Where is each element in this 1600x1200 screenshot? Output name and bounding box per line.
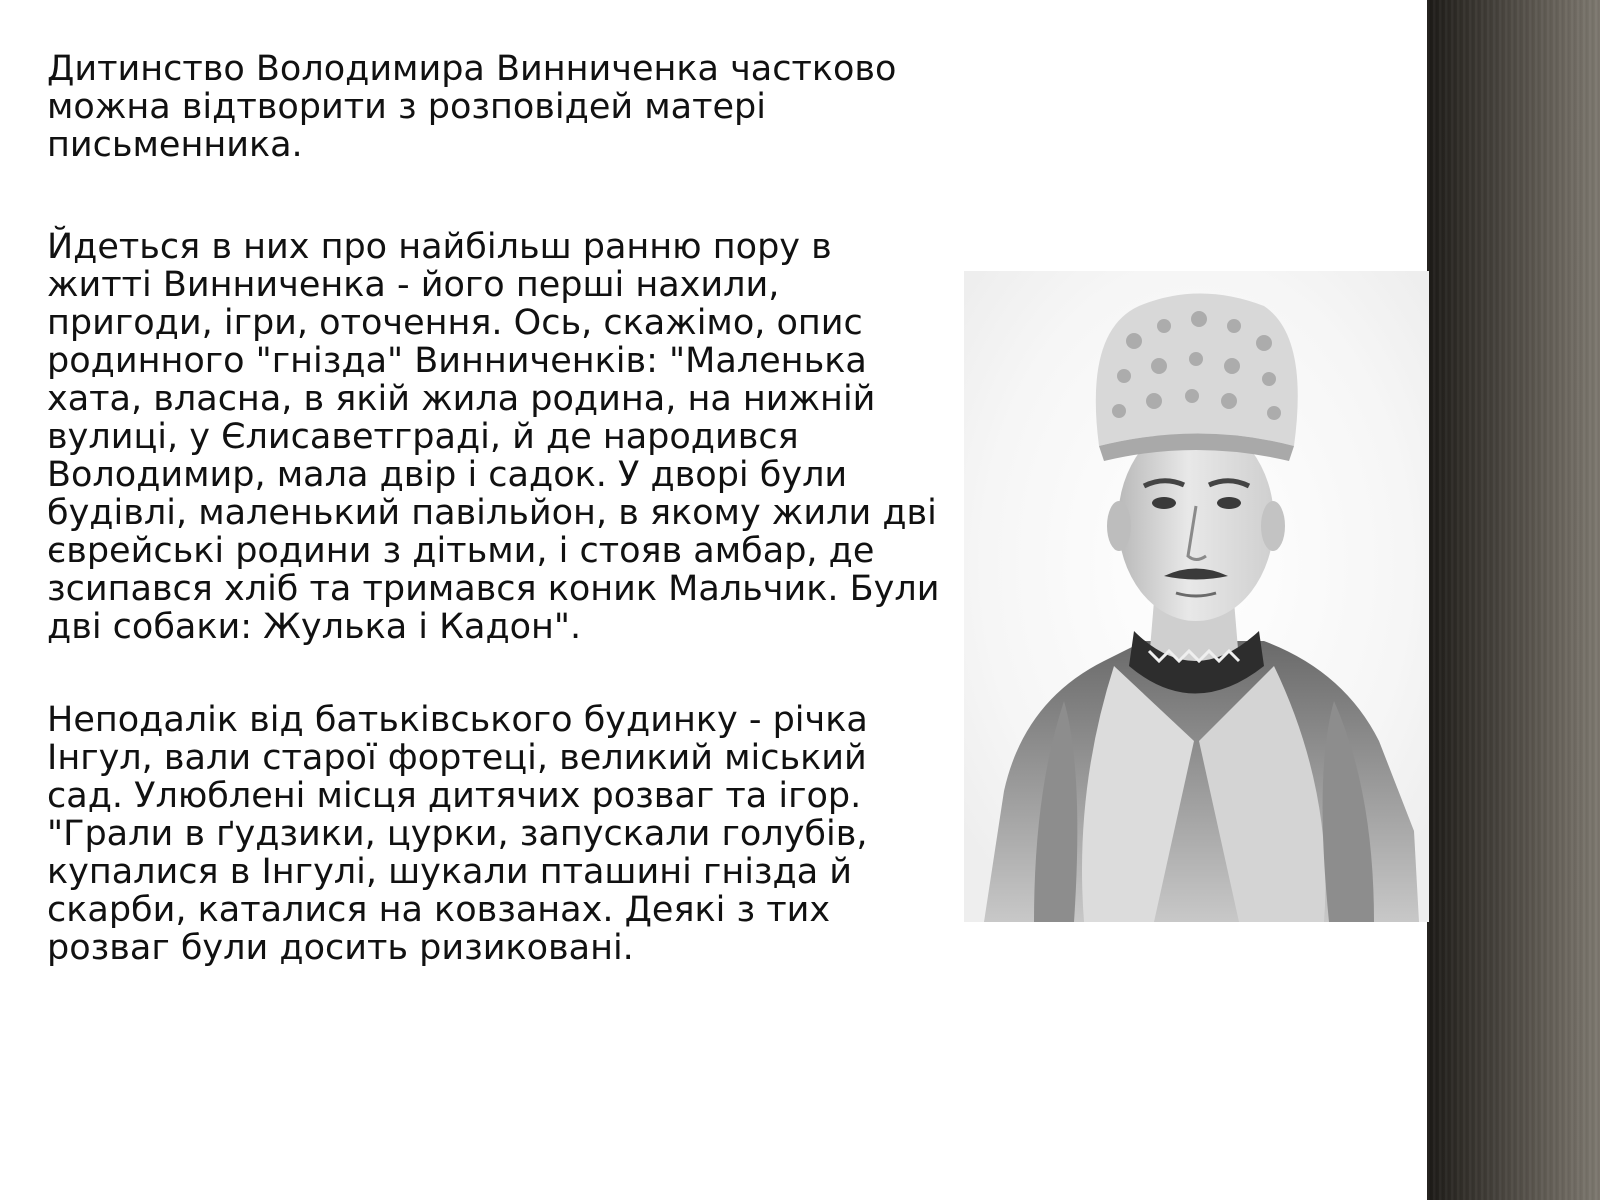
paragraph-family-home: Йдеться в них про найбільш ранню пору в житті Винниченка - його перші нахили, пригоди, ігри, оточення. Ось, скажімо, опис родинного "гнізда" Винниченків: "Маленька хата, власна, в якій жила родина, на нижній вулиці, у Єлисаветграді, й де народився Володимир, мала двір і садок. У дворі були будівлі, маленький павільйон, в якому жили дві єврейські родини з дітьми, і стояв амбар, де зсипався хліб та тримався коник Мальчик. Були дві собаки: Жулька і Кадон". [47,227,940,647]
decorative-side-band [1427,0,1600,1200]
portrait-photo [964,271,1429,922]
paragraph-childhood-intro: Дитинство Володимира Винниченка частково можна відтворити з розповідей матері письменника. [47,49,897,165]
portrait-photo-icon [964,271,1429,922]
slide-text-block [47,50,967,967]
paragraph-childhood-games: Неподалік від батьківського будинку - річка Інгул, вали старої фортеці, великий міський сад. Улюблені місця дитячих розваг та ігор. "Грали в ґудзики, цурки, запускали голубів, купалися в Інгулі, шукали пташині гнізда й скарби, каталися на ковзанах. Деякі з тих розваг були досить ризиковані. [47,700,868,968]
